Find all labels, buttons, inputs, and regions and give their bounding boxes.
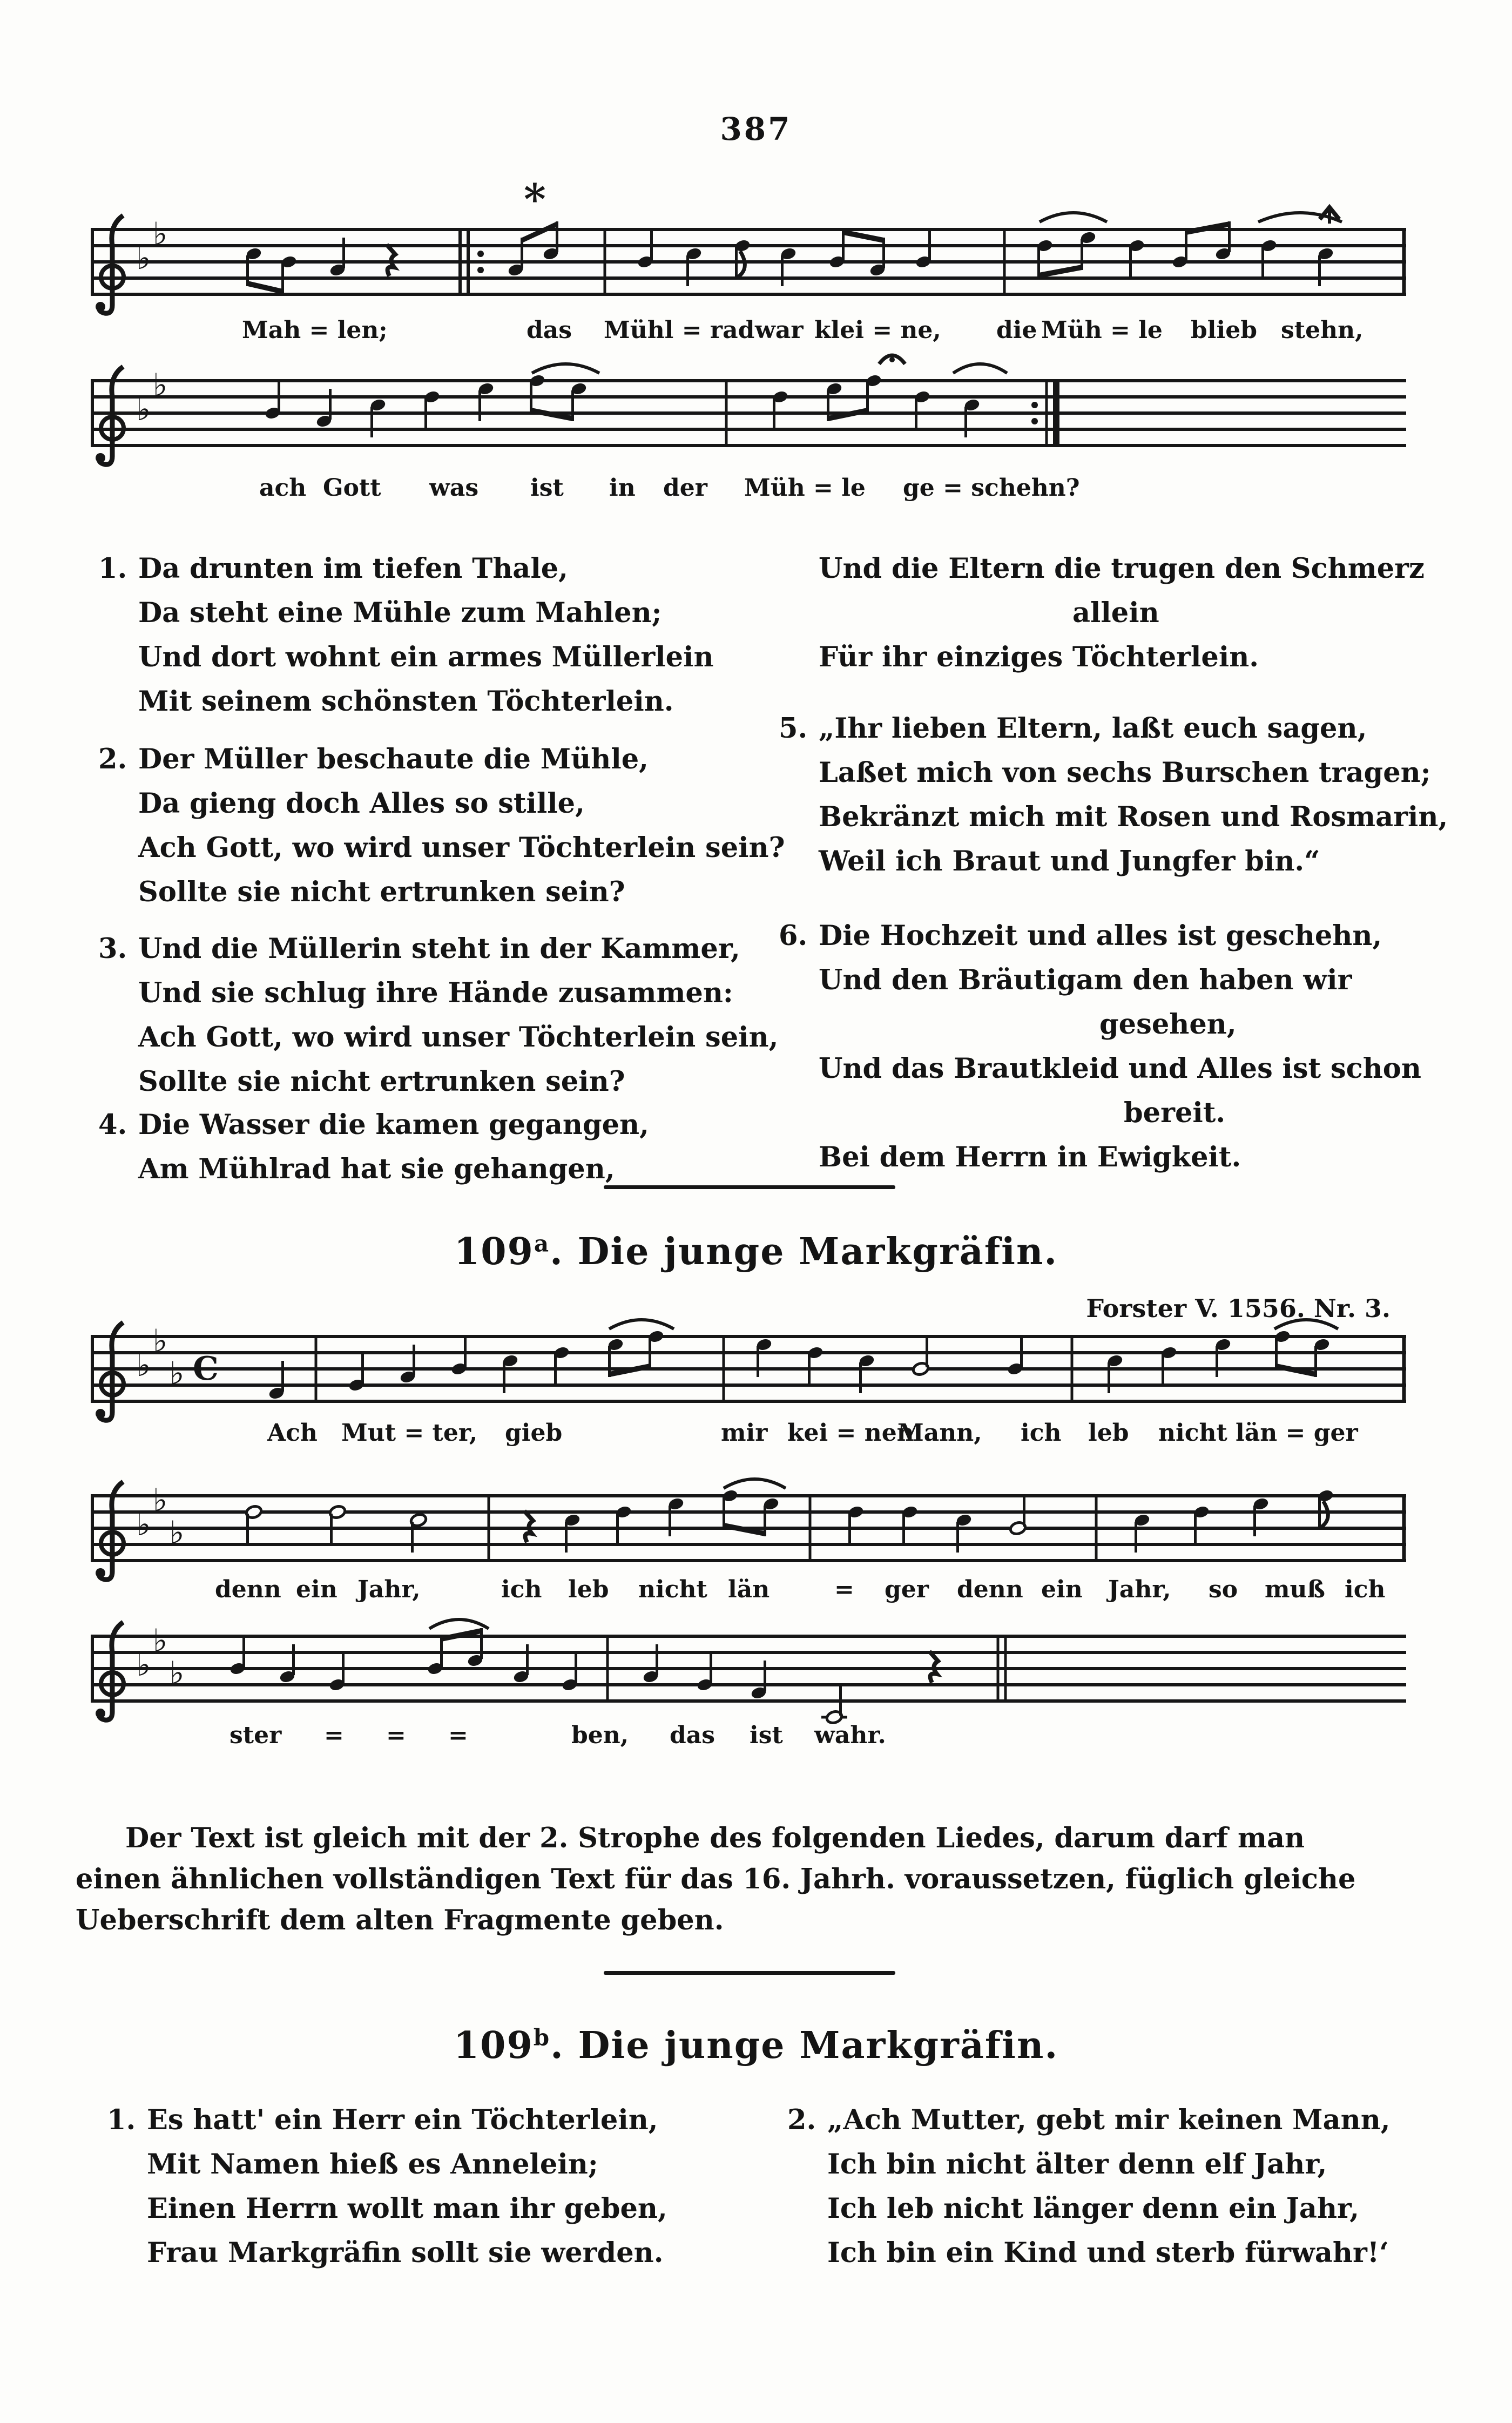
109a-staff3-lyrics xyxy=(0,1722,1512,1756)
lyric-syllable: in xyxy=(609,474,636,502)
lyric-syllable: so xyxy=(1209,1576,1238,1603)
109a-staff2-lyrics xyxy=(0,1576,1512,1610)
verse-line: allein xyxy=(1072,597,1159,629)
lyric-syllable: kei = nen xyxy=(787,1419,914,1447)
flat-sign: ♭ xyxy=(153,215,168,252)
lyric-syllable: ein xyxy=(296,1576,338,1603)
editorial-note xyxy=(76,1818,1458,1941)
verse-line: „Ach Mutter, gebt mir keinen Mann, xyxy=(827,2104,1390,2136)
time-signature: C xyxy=(193,1350,219,1388)
lyric-syllable: Müh = le xyxy=(744,474,866,502)
lyric-syllable: ich xyxy=(1021,1419,1062,1447)
verse-line: Und sie schlug ihre Hände zusammen: xyxy=(138,977,733,1009)
slur xyxy=(429,1619,489,1629)
verse-block xyxy=(779,546,1481,679)
lyric-syllable: war xyxy=(755,316,804,344)
verse-line: Da steht eine Mühle zum Mahlen; xyxy=(138,597,662,629)
verse-line: Mit Namen hieß es Annelein; xyxy=(147,2148,598,2181)
lyric-syllable: Mühl = rad xyxy=(604,316,755,344)
lyric-syllable: ger xyxy=(885,1576,929,1603)
verse-line: Für ihr einziges Töchterlein. xyxy=(819,641,1259,673)
song-109b-number: 109 xyxy=(453,2024,534,2067)
109a-staff1 xyxy=(91,1320,1406,1420)
verse-lines xyxy=(147,2098,809,2275)
lyric-syllable: ich xyxy=(1345,1576,1386,1603)
verse-line: Laßet mich von sechs Burschen tragen; xyxy=(819,757,1431,789)
verse-line: „Ihr lieben Eltern, laßt euch sagen, xyxy=(819,712,1367,745)
verse-number: 2. xyxy=(787,2104,816,2136)
verse-line: Bei dem Herrn in Ewigkeit. xyxy=(819,1141,1241,1173)
lyric-syllable: ist xyxy=(750,1722,783,1749)
beam xyxy=(843,230,884,243)
flat-sign: ♭ xyxy=(153,1622,168,1659)
lyric-syllable: län = ger xyxy=(1236,1419,1358,1447)
lyric-syllable: nicht xyxy=(638,1576,707,1603)
verse-line: Am Mühlrad hat sie gehangen, xyxy=(138,1153,615,1185)
lyric-syllable: = xyxy=(834,1576,854,1603)
verse-line: Sollte sie nicht ertrunken sein? xyxy=(138,876,625,908)
lyric-syllable: ben, xyxy=(571,1722,629,1749)
verse-line: Da gieng doch Alles so stille, xyxy=(138,787,585,820)
verse-line: Die Wasser die kamen gegangen, xyxy=(138,1109,649,1141)
beam xyxy=(1039,265,1082,278)
verse-block xyxy=(98,546,800,724)
flat-sign: ♭ xyxy=(170,1355,185,1392)
verse-line: Und den Bräutigam den haben wir xyxy=(819,964,1352,996)
verse-line: Da drunten im tiefen Thale, xyxy=(138,552,568,585)
verse-line: Mit seinem schönsten Töchterlein. xyxy=(138,685,674,718)
lyric-syllable: stehn, xyxy=(1281,316,1364,344)
song1-staff2 xyxy=(91,355,1406,464)
verse-line: Ach Gott, wo wird unser Töchterlein sein? xyxy=(138,832,785,864)
song-109a-title xyxy=(0,1230,1512,1273)
verse-line: Und die Müllerin steht in der Kammer, xyxy=(138,933,740,965)
editorial-note-line: einen ähnlichen vollständigen Text für das 16. Jahrh. voraussetzen, füglich gleiche xyxy=(76,1863,1356,1895)
verse-block xyxy=(779,706,1481,883)
lyric-syllable: ist xyxy=(530,474,564,502)
song-109a-letter: a xyxy=(534,1230,550,1257)
slur xyxy=(609,1320,674,1329)
lyric-syllable: ach xyxy=(259,474,307,502)
verse-line: Der Müller beschaute die Mühle, xyxy=(138,743,649,775)
page-number: 387 xyxy=(720,111,792,147)
lyric-syllable: wahr. xyxy=(814,1722,886,1749)
verse-line: Ich leb nicht länger denn ein Jahr, xyxy=(827,2192,1359,2225)
section-divider-2 xyxy=(604,1971,895,1975)
verse-line: Es hatt' ein Herr ein Töchterlein, xyxy=(147,2104,658,2136)
verse-line: Einen Herrn wollt man ihr geben, xyxy=(147,2192,667,2225)
flat-sign: ♭ xyxy=(136,240,151,276)
lyric-syllable: was xyxy=(429,474,479,502)
lyric-syllable: Mut = ter, xyxy=(341,1419,478,1447)
lyric-syllable: gieb xyxy=(505,1419,563,1447)
lyric-syllable: das xyxy=(670,1722,716,1749)
lyric-syllable: Mah = len; xyxy=(242,316,388,344)
verse-number: 6. xyxy=(779,920,808,952)
section-divider-1 xyxy=(604,1185,895,1189)
verse-line: gesehen, xyxy=(1099,1008,1237,1041)
beam xyxy=(522,221,557,243)
lyric-syllable: ich xyxy=(501,1576,542,1603)
song-109a-title-text: . Die junge Markgräfin. xyxy=(550,1230,1058,1273)
song1-staff2-lyrics xyxy=(0,474,1512,509)
slur xyxy=(724,1479,786,1488)
verse-line: Bekränzt mich mit Rosen und Rosmarin, xyxy=(819,801,1448,833)
lyric-syllable: län xyxy=(728,1576,770,1603)
verse-number: 5. xyxy=(779,712,808,745)
lyric-syllable: Jahr, xyxy=(1108,1576,1171,1603)
verse-lines xyxy=(819,706,1481,883)
song1-staff1 xyxy=(91,175,1406,313)
lyric-syllable: die xyxy=(996,316,1037,344)
slur xyxy=(1040,213,1107,222)
verse-block xyxy=(98,737,800,914)
slur xyxy=(532,364,599,373)
flat-sign: ♭ xyxy=(153,367,168,403)
verse-line: Frau Markgräfin sollt sie werden. xyxy=(147,2237,664,2269)
verse-block xyxy=(98,927,800,1104)
lyric-syllable: = xyxy=(324,1722,344,1749)
flat-sign: ♭ xyxy=(136,1646,151,1683)
song1-staff1-lyrics xyxy=(0,316,1512,351)
lyric-syllable: ein xyxy=(1041,1576,1083,1603)
lyric-syllable: Jahr, xyxy=(357,1576,421,1603)
verse-lines xyxy=(138,737,800,914)
verse-line: Und dort wohnt ein armes Müllerlein xyxy=(138,641,714,673)
song-109b-title-text: . Die junge Markgräfin. xyxy=(550,2024,1059,2067)
verse-line: Weil ich Braut und Jungfer bin.“ xyxy=(819,845,1320,878)
flat-sign: ♭ xyxy=(153,1322,168,1359)
lyric-syllable: klei = ne, xyxy=(814,316,941,344)
lyric-syllable: denn xyxy=(957,1576,1023,1603)
lyric-syllable: das xyxy=(526,316,572,344)
lyric-syllable: Mann, xyxy=(897,1419,982,1447)
lyric-syllable: = xyxy=(386,1722,406,1749)
lyric-syllable: ge = schehn? xyxy=(903,474,1080,502)
verse-lines xyxy=(819,914,1481,1179)
verse-lines xyxy=(138,546,800,724)
flat-sign: ♭ xyxy=(153,1482,168,1518)
asterisk-mark: * xyxy=(524,175,546,224)
verse-line: Ich bin nicht älter denn elf Jahr, xyxy=(827,2148,1327,2181)
flat-sign: ♭ xyxy=(170,1655,185,1691)
lyric-syllable: denn xyxy=(215,1576,281,1603)
verse-line: Und die Eltern die trugen den Schmerz xyxy=(819,552,1425,585)
verse-lines xyxy=(138,927,800,1104)
109a-staff2 xyxy=(91,1479,1406,1580)
verse-line: Und das Brautkleid und Alles ist schon xyxy=(819,1052,1421,1085)
lyric-syllable: ster xyxy=(230,1722,282,1749)
song-109a-attribution: Forster V. 1556. Nr. 3. xyxy=(1086,1294,1390,1323)
verse-block xyxy=(779,914,1481,1179)
verse-line: Die Hochzeit und alles ist geschehn, xyxy=(819,920,1382,952)
verse-line: Ich bin ein Kind und sterb fürwahr!‘ xyxy=(827,2237,1389,2269)
verse-line: Sollte sie nicht ertrunken sein? xyxy=(138,1065,625,1098)
editorial-note-line: Ueberschrift dem alten Fragmente geben. xyxy=(76,1904,724,1936)
lyric-syllable: nicht xyxy=(1158,1419,1227,1447)
verse-block xyxy=(787,2098,1489,2275)
lyric-syllable: = xyxy=(448,1722,468,1749)
lyric-syllable: Ach xyxy=(267,1419,318,1447)
verse-lines xyxy=(819,546,1481,679)
editorial-note-line: Der Text ist gleich mit der 2. Strophe des folgenden Liedes, darum darf man xyxy=(125,1822,1305,1854)
song-109b-title xyxy=(0,2024,1512,2067)
verse-number: 4. xyxy=(98,1109,127,1141)
song-109a-number: 109 xyxy=(454,1230,534,1273)
lyric-syllable: der xyxy=(663,474,707,502)
verse-block xyxy=(107,2098,809,2275)
beam xyxy=(248,281,283,294)
109a-staff3 xyxy=(91,1619,1406,1725)
verse-number: 3. xyxy=(98,933,127,965)
flat-sign: ♭ xyxy=(136,391,151,428)
verse-lines xyxy=(138,1103,800,1191)
lyric-syllable: Müh = le xyxy=(1041,316,1163,344)
lyric-syllable: Gott xyxy=(323,474,381,502)
verse-block xyxy=(98,1103,800,1191)
verse-line: bereit. xyxy=(1124,1097,1226,1129)
slur xyxy=(953,364,1007,373)
flat-sign: ♭ xyxy=(136,1506,151,1543)
109a-staff1-lyrics xyxy=(0,1419,1512,1454)
flat-sign: ♭ xyxy=(136,1347,151,1383)
flat-sign: ♭ xyxy=(170,1514,185,1551)
lyric-syllable: leb xyxy=(568,1576,609,1603)
verse-number: 2. xyxy=(98,743,127,775)
lyric-syllable: leb xyxy=(1088,1419,1129,1447)
verse-number: 1. xyxy=(107,2104,136,2136)
song-109b-letter: b xyxy=(533,2024,551,2051)
verse-line: Ach Gott, wo wird unser Töchterlein sein, xyxy=(138,1021,779,1054)
lyric-syllable: blieb xyxy=(1191,316,1257,344)
verse-number: 1. xyxy=(98,552,127,585)
lyric-syllable: mir xyxy=(721,1419,768,1447)
verse-lines xyxy=(827,2098,1489,2275)
lyric-syllable: muß xyxy=(1265,1576,1325,1603)
